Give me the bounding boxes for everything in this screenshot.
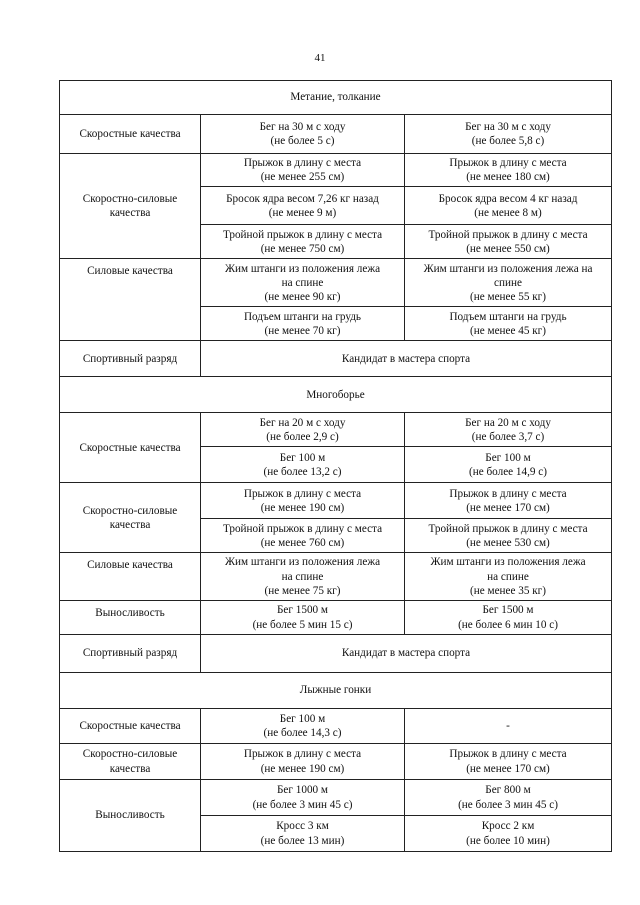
- cell-line: (не более 13 мин): [260, 834, 345, 847]
- quality-label: Скоростно-силовые качества: [60, 744, 201, 780]
- cell-line: Прыжок в длину с места: [449, 157, 567, 169]
- cell-line: Бег 100 м: [485, 451, 531, 464]
- cell-line: (не более 3 мин 45 с): [458, 798, 558, 811]
- cell-line: (не менее 255 см): [260, 171, 345, 184]
- cell-line: (не более 14,3 с): [263, 727, 342, 740]
- cell-line: Тройной прыжок в длину с места: [428, 522, 588, 535]
- norm-cell-women: [405, 519, 612, 553]
- cell-line: (не менее 45 кг): [470, 324, 546, 337]
- norm-cell-men: [201, 601, 405, 635]
- norm-cell-men: [201, 154, 405, 187]
- cell-line: Жим штанги из положения лежа на: [423, 262, 593, 275]
- norms-table-body: [60, 81, 612, 852]
- cell-line: на спине: [281, 570, 324, 583]
- cell-line: (не более 2,9 с): [266, 430, 339, 443]
- norm-cell-women: [405, 154, 612, 187]
- cell-line: (не менее 750 см): [260, 242, 345, 255]
- cell-line: (не более 14,9 с): [469, 465, 547, 478]
- norm-cell-men: [201, 413, 405, 447]
- norm-cell-women: [405, 780, 612, 816]
- rank-row: [60, 635, 612, 673]
- cell-line: (не менее 75 кг): [264, 584, 341, 597]
- cell-line: (не более 5,8 с): [471, 135, 545, 147]
- cell-line: Прыжок в длину с места: [449, 748, 567, 761]
- norm-cell-women: [405, 709, 612, 744]
- norm-row: [60, 709, 612, 744]
- cell-line: Подъем штанги на грудь: [243, 310, 362, 323]
- cell-line: (не более 3 мин 45 с): [252, 798, 353, 811]
- rank-value: Кандидат в мастера спорта: [201, 341, 612, 377]
- cell-line: Бросок ядра весом 4 кг назад: [438, 192, 578, 205]
- cell-line: Прыжок в длину с места: [449, 487, 567, 500]
- cell-line: Бросок ядра весом 7,26 кг назад: [226, 192, 379, 205]
- cell-line: Жим штанги из положения лежа: [224, 556, 381, 569]
- cell-line: Прыжок в длину с места: [243, 157, 362, 169]
- norm-cell-women: [405, 816, 612, 852]
- cell-line: (не менее 180 см): [466, 171, 550, 184]
- cell-line: Бег 1500 м: [482, 604, 534, 617]
- cell-line: Бег 100 м: [279, 712, 326, 725]
- cell-line: Тройной прыжок в длину с места: [428, 228, 588, 241]
- quality-label: Выносливость: [60, 780, 201, 852]
- norm-row: [60, 154, 612, 187]
- section-title-row: [60, 377, 612, 413]
- quality-label: Скоростно-силовые качества: [60, 483, 201, 553]
- cell-line: (не менее 8 м): [474, 206, 542, 219]
- section-title-row: [60, 81, 612, 115]
- cell-line: (не менее 190 см): [260, 762, 345, 775]
- section-title: Многоборье: [60, 377, 612, 413]
- cell-line: Тройной прыжок в длину с места: [222, 522, 383, 535]
- cell-line: (не менее 9 м): [268, 206, 337, 219]
- norm-cell-men: [201, 115, 405, 154]
- norm-cell-women: [405, 307, 612, 341]
- norm-cell-men: [201, 780, 405, 816]
- quality-label: Скоростные качества: [60, 115, 201, 154]
- cell-line: (не менее 550 см): [466, 242, 550, 255]
- cell-line: (не менее 170 см): [466, 762, 550, 775]
- cell-line: (не более 3,7 с): [471, 430, 545, 443]
- cell-line: (не более 6 мин 10 с): [458, 618, 558, 631]
- rank-value: Кандидат в мастера спорта: [201, 635, 612, 673]
- cell-line: на спине: [281, 276, 324, 289]
- cell-line: Бег на 30 м с ходу: [259, 120, 346, 133]
- norm-cell-men: [201, 816, 405, 852]
- norm-row: [60, 413, 612, 447]
- cell-line: (не более 10 мин): [466, 834, 550, 847]
- cell-line: Бег 100 м: [279, 451, 326, 464]
- cell-line: (не менее 90 кг): [264, 291, 341, 303]
- cell-line: Подъем штанги на грудь: [449, 310, 567, 323]
- norm-row: [60, 259, 612, 307]
- cell-line: Кросс 3 км: [276, 820, 329, 833]
- norm-cell-women: [405, 553, 612, 601]
- quality-label: Скоростные качества: [60, 709, 201, 744]
- quality-label: Выносливость: [60, 601, 201, 635]
- norm-cell-men: [201, 225, 405, 259]
- cell-line: на спине: [487, 570, 529, 583]
- norm-cell-men: [201, 447, 405, 483]
- cell-line: Тройной прыжок в длину с места: [222, 228, 383, 241]
- section-title: Метание, толкание: [60, 81, 612, 115]
- norm-cell-women: [405, 115, 612, 154]
- norms-table: [59, 80, 612, 852]
- quality-label: Скоростные качества: [60, 413, 201, 483]
- norm-cell-women: [405, 483, 612, 519]
- cell-line: (не менее 760 см): [260, 536, 345, 549]
- page-number: 41: [314, 52, 326, 64]
- quality-label: Силовые качества: [60, 553, 201, 601]
- norm-row: [60, 601, 612, 635]
- cell-line: Бег 1000 м: [276, 784, 329, 797]
- cell-line: Бег 1500 м: [276, 604, 329, 617]
- rank-label: Спортивный разряд: [60, 341, 201, 377]
- cell-line: Кросс 2 км: [481, 820, 535, 833]
- norm-cell-men: [201, 709, 405, 744]
- norm-cell-women: [405, 447, 612, 483]
- cell-line: Жим штанги из положения лежа: [430, 556, 586, 569]
- cell-line: (не более 13,2 с): [263, 465, 342, 478]
- cell-line: (не менее 35 кг): [470, 584, 546, 597]
- quality-label: Силовые качества: [60, 259, 201, 341]
- rank-label: Спортивный разряд: [60, 635, 201, 673]
- norm-cell-men: [201, 187, 405, 225]
- cell-line: Бег 800 м: [485, 784, 531, 797]
- cell-line: Жим штанги из положения лежа: [224, 262, 381, 275]
- cell-line: (не более 5 с): [270, 135, 335, 147]
- cell-line: Бег на 30 м с ходу: [465, 120, 551, 133]
- cell-line: (не менее 170 см): [466, 501, 550, 514]
- section-title: Лыжные гонки: [60, 673, 612, 709]
- norm-cell-men: [201, 519, 405, 553]
- cell-line: (не менее 190 см): [260, 501, 345, 514]
- cell-line: (не менее 530 см): [466, 536, 550, 549]
- cell-line: (не более 5 мин 15 с): [252, 618, 353, 631]
- rank-row: [60, 341, 612, 377]
- norm-row: [60, 483, 612, 519]
- norm-cell-women: [405, 259, 612, 307]
- norm-row: [60, 553, 612, 601]
- norm-cell-men: [201, 553, 405, 601]
- cell-line: Бег на 20 м с ходу: [465, 416, 551, 429]
- cell-line: Прыжок в длину с места: [243, 487, 362, 500]
- norm-cell-men: [201, 483, 405, 519]
- norm-cell-women: [405, 225, 612, 259]
- norm-cell-women: [405, 413, 612, 447]
- norm-row: [60, 744, 612, 780]
- norm-cell-men: [201, 744, 405, 780]
- norm-cell-women: [405, 744, 612, 780]
- norm-cell-men: [201, 307, 405, 341]
- cell-line: Бег на 20 м с ходу: [259, 416, 346, 429]
- cell-line: (не менее 70 кг): [264, 324, 341, 337]
- norm-cell-men: [201, 259, 405, 307]
- quality-label: Скоростно-силовые качества: [60, 154, 201, 259]
- cell-line: Прыжок в длину с места: [243, 748, 362, 761]
- norm-cell-women: [405, 601, 612, 635]
- cell-line: спине: [494, 276, 522, 289]
- norm-row: [60, 115, 612, 154]
- norm-cell-women: [405, 187, 612, 225]
- norm-row: [60, 780, 612, 816]
- cell-line: (не менее 55 кг): [470, 291, 546, 303]
- section-title-row: [60, 673, 612, 709]
- cell-line: -: [506, 719, 510, 732]
